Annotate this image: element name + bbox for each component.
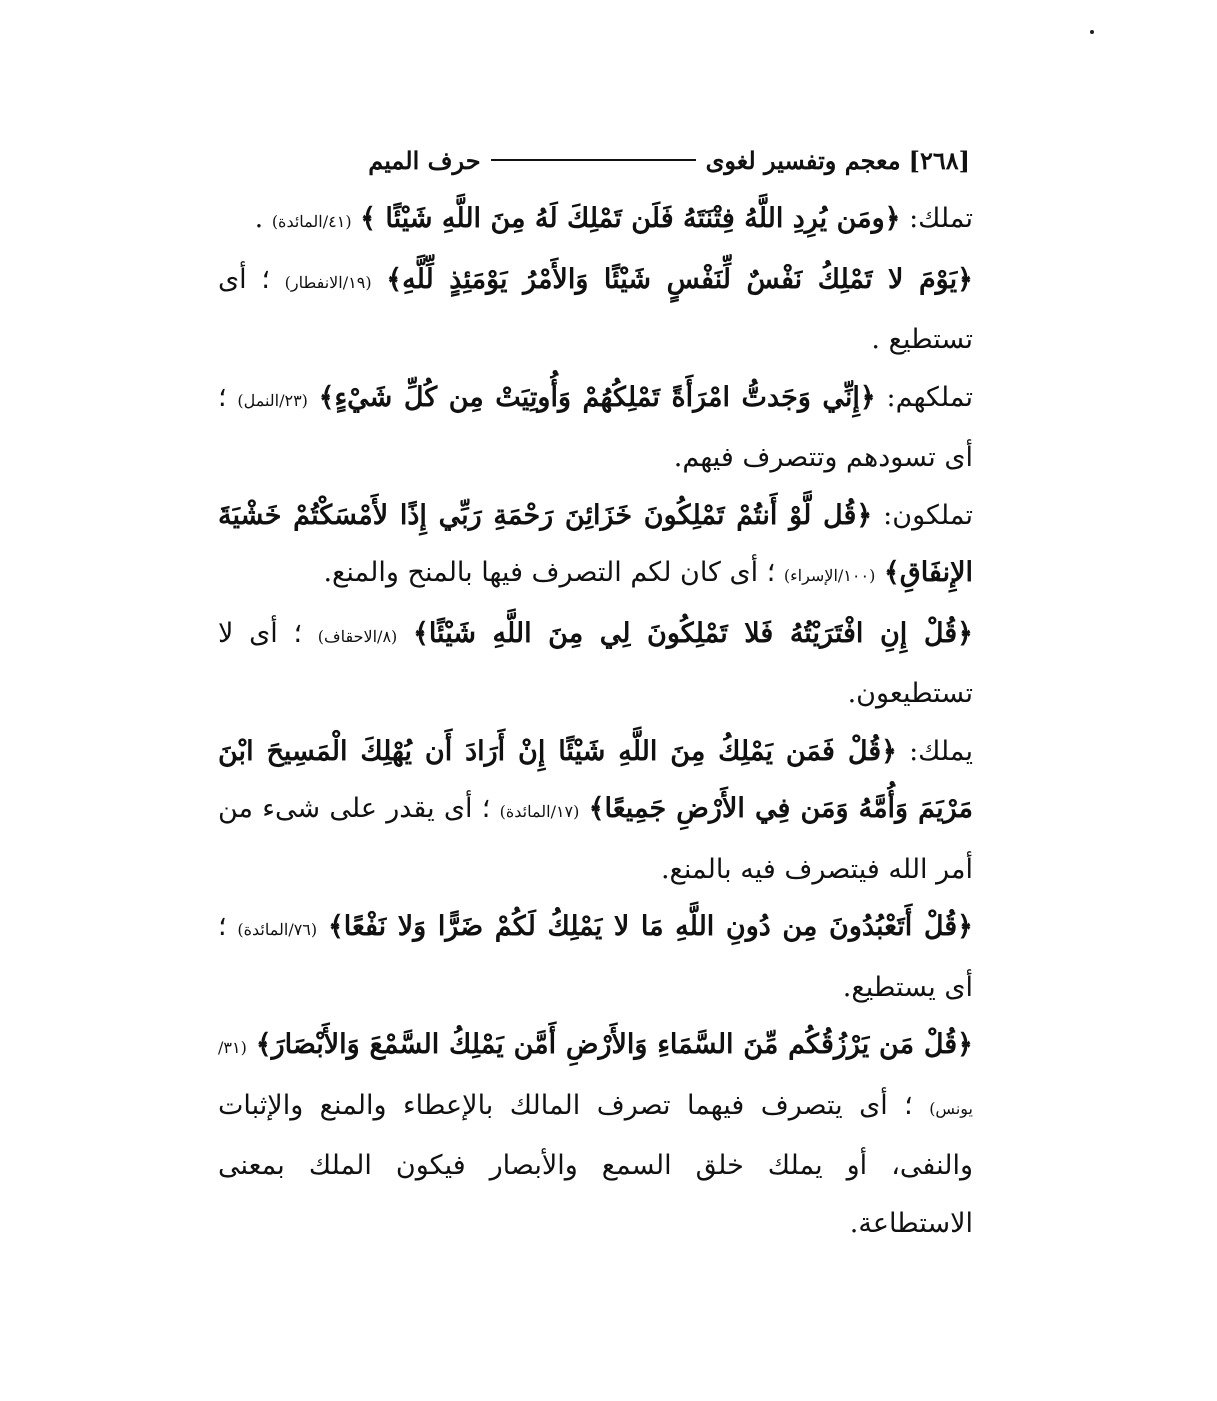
explanation-text: ؛ أى يتصرف فيهما تصرف المالك بالإعطاء والمنع والإثبات والنفى، أو يملك خلق السمع والأبصار فيكون الملك بمعنى الاستطاعة.	[218, 1089, 973, 1239]
entry-label: تملكون:	[883, 499, 973, 531]
explanation-text: ؛ أى كان لكم التصرف فيها بالمنح والمنع.	[323, 557, 776, 588]
entry-paragraph	[218, 605, 973, 723]
quran-quote: ﴿قُلْ فَمَن يَمْلِكُ مِنَ اللَّهِ شَيْئًا إِنْ أَرَادَ أَن يُهْلِكَ الْمَسِيحَ ابْنَ مَرْيَمَ وَأُمَّهُ وَمَن فِي الأَرْضِ جَمِيعًا﴾	[218, 735, 974, 824]
explanation-text: ؛ أى لا تستطيعون.	[218, 617, 973, 709]
explanation-text: ؛ أى تسودهم وتتصرف فيهم.	[218, 381, 973, 473]
page-number: [٢٦٨]	[908, 145, 970, 175]
quran-quote: ﴿يَوْمَ لا تَمْلِكُ نَفْسٌ لِّنَفْسٍ شَيْئًا وَالأَمْرُ يَوْمَئِذٍ لِّلَّهِ﴾	[386, 263, 973, 295]
verse-reference: (٤١/المائدة)	[271, 212, 352, 231]
entry-paragraph	[218, 369, 973, 487]
quran-quote: ﴿إِنِّي وَجَدتُّ امْرَأَةً تَمْلِكُهُمْ وَأُوتِيَتْ مِن كُلِّ شَيْءٍ﴾	[318, 381, 876, 413]
quran-quote: ﴿قُل لَّوْ أَنتُمْ تَمْلِكُونَ خَزَائِنَ رَحْمَةِ رَبِّي إِذًا لأَمْسَكْتُمْ خَشْيَةَ الإِنفَاقِ﴾	[218, 499, 973, 588]
quran-quote: ﴿قُلْ أَتَعْبُدُونَ مِن دُونِ اللَّهِ مَا لا يَمْلِكُ لَكُمْ ضَرًّا وَلا نَفْعًا﴾	[327, 911, 974, 942]
entry-label: تملكهم:	[886, 381, 973, 413]
body-text	[218, 190, 973, 1252]
explanation-text: .	[254, 203, 264, 234]
explanation-text: ؛ أى تستطيع .	[218, 263, 973, 355]
running-header	[240, 140, 970, 180]
entry-paragraph	[218, 898, 973, 1016]
entry-paragraph	[218, 251, 973, 369]
verse-reference: (١٠٠/الإسراء)	[783, 566, 876, 585]
entry-paragraph	[218, 1016, 973, 1252]
verse-reference: (٨/الاحقاف)	[317, 626, 398, 646]
entry-label: تملك:	[909, 203, 973, 234]
explanation-text: ؛ أى يستطيع.	[218, 911, 973, 1003]
verse-reference: (٢٣/النمل)	[237, 390, 308, 410]
section-title: حرف الميم	[368, 145, 481, 175]
entry-label: يملك:	[909, 735, 973, 767]
verse-reference: (١٩/الانفطار)	[284, 272, 372, 292]
quran-quote: ﴿قُلْ مَن يَرْزُقُكُم مِّنَ السَّمَاءِ وَالأَرْضِ أَمَّن يَمْلِكُ السَّمْعَ وَالأَبْصَارَ﴾	[255, 1029, 973, 1060]
verse-reference: (٣١/يونس)	[218, 1038, 973, 1118]
verse-reference: (٧٦/المائدة)	[237, 920, 318, 939]
explanation-text: ؛ أى يقدر على شىء من أمر الله فيتصرف فيه بالمنع.	[218, 793, 973, 885]
quran-quote: ﴿قُلْ إِنِ افْتَرَيْتُهُ فَلا تَمْلِكُونَ لِي مِنَ اللَّهِ شَيْئًا﴾	[413, 617, 973, 649]
header-rule	[491, 159, 696, 161]
scan-speck	[1090, 30, 1094, 34]
verse-reference: (١٧/المائدة)	[499, 802, 580, 821]
book-title: معجم وتفسير لغوى	[705, 145, 901, 175]
entry-paragraph	[218, 723, 973, 899]
entry-paragraph	[218, 487, 973, 605]
quran-quote: ﴿ومَن يُرِدِ اللَّهُ فِتْنَتَهُ فَلَن تَمْلِكَ لَهُ مِنَ اللَّهِ شَيْئًا ﴾	[360, 203, 901, 234]
entry-paragraph	[218, 190, 973, 251]
